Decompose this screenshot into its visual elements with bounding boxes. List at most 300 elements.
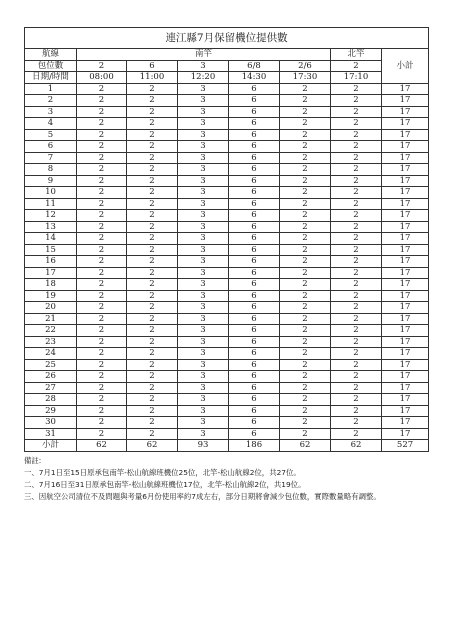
seat-value-cell: 2 [77,417,127,429]
seat-value-cell: 2 [331,382,382,394]
seat-value-cell: 2 [280,325,331,337]
seat-value-cell: 2 [127,313,178,325]
day-cell: 28 [25,394,77,406]
notes-heading: 備註: [24,455,42,465]
seat-value-cell: 2 [77,175,127,187]
seat-value-cell: 3 [178,152,229,164]
seat-value-cell: 2 [127,106,178,118]
seat-value-cell: 2 [280,141,331,153]
seat-value-cell: 2 [127,359,178,371]
seat-value-cell: 2 [127,175,178,187]
seat-value-cell: 6 [229,336,280,348]
seat-value-cell: 2 [331,83,382,95]
table-row [25,336,429,348]
row-total-cell: 17 [382,267,429,279]
seat-value-cell: 6 [229,267,280,279]
seat-value-cell: 6 [229,382,280,394]
table-row [25,417,429,429]
day-cell: 2 [25,95,77,107]
day-cell: 16 [25,256,77,268]
seat-value-cell: 2 [77,198,127,210]
seat-value-cell: 2 [127,382,178,394]
day-cell: 20 [25,302,77,314]
seat-value-cell: 2 [280,187,331,199]
totals-cell: 62 [127,440,178,452]
seat-value-cell: 2 [331,371,382,383]
note-item: 三、因航空公司清位不及問題與考量6月份使用率約7成左右，部分日期將會減少包位數，實際數量略有調整。 [24,491,381,501]
seat-value-cell: 2 [280,129,331,141]
seat-value-cell: 2 [280,290,331,302]
date-time-label: 日期/時間 [25,72,77,84]
day-cell: 5 [25,129,77,141]
seat-value-cell: 2 [127,417,178,429]
seat-value-cell: 3 [178,313,229,325]
seat-value-cell: 2 [331,152,382,164]
seat-value-cell: 2 [77,371,127,383]
table-row [25,256,429,268]
seat-value-cell: 2 [127,95,178,107]
seat-value-cell: 2 [331,95,382,107]
time-cell: 14:30 [229,72,280,84]
seat-value-cell: 2 [127,302,178,314]
seat-value-cell: 3 [178,221,229,233]
route-north: 北竿 [331,49,382,61]
seat-value-cell: 2 [331,118,382,130]
table-row [25,302,429,314]
seat-value-cell: 6 [229,175,280,187]
seat-value-cell: 3 [178,348,229,360]
seat-value-cell: 6 [229,405,280,417]
grand-total: 527 [382,440,429,452]
seat-value-cell: 2 [77,405,127,417]
table-row [25,279,429,291]
seat-value-cell: 6 [229,279,280,291]
day-cell: 1 [25,83,77,95]
row-total-cell: 17 [382,302,429,314]
notes-section [24,455,428,503]
day-cell: 8 [25,164,77,176]
seat-value-cell: 2 [127,210,178,222]
seat-value-cell: 2 [280,359,331,371]
totals-label: 小計 [25,440,77,452]
table-row [25,210,429,222]
seat-value-cell: 2 [280,279,331,291]
row-total-cell: 17 [382,428,429,440]
day-cell: 14 [25,233,77,245]
seat-value-cell: 2 [127,405,178,417]
table-row [25,221,429,233]
seat-value-cell: 2 [127,83,178,95]
table-row [25,118,429,130]
table-row [25,382,429,394]
day-cell: 18 [25,279,77,291]
seat-value-cell: 2 [77,141,127,153]
seat-value-cell: 2 [280,106,331,118]
day-cell: 31 [25,428,77,440]
seat-value-cell: 3 [178,290,229,302]
seat-value-cell: 3 [178,267,229,279]
seat-value-cell: 2 [127,267,178,279]
table-row [25,405,429,417]
seat-value-cell: 2 [280,118,331,130]
day-cell: 24 [25,348,77,360]
row-total-cell: 17 [382,198,429,210]
seat-value-cell: 2 [331,428,382,440]
seat-value-cell: 2 [280,336,331,348]
page-title: 連江縣7月保留機位提供數 [25,28,429,49]
table-row [25,175,429,187]
day-cell: 12 [25,210,77,222]
seat-value-cell: 2 [77,83,127,95]
seat-value-cell: 2 [127,164,178,176]
table-row [25,359,429,371]
seat-value-cell: 2 [127,187,178,199]
seat-value-cell: 2 [280,267,331,279]
table-row [25,164,429,176]
seat-value-cell: 3 [178,394,229,406]
table-row [25,290,429,302]
seat-value-cell: 3 [178,129,229,141]
totals-cell: 62 [331,440,382,452]
seat-value-cell: 2 [77,359,127,371]
seat-value-cell: 3 [178,325,229,337]
seat-value-cell: 3 [178,106,229,118]
day-cell: 13 [25,221,77,233]
seat-value-cell: 2 [280,221,331,233]
day-cell: 3 [25,106,77,118]
seat-value-cell: 2 [331,417,382,429]
day-cell: 25 [25,359,77,371]
table-row [25,233,429,245]
time-cell: 11:00 [127,72,178,84]
seat-value-cell: 2 [331,313,382,325]
seat-value-cell: 2 [280,233,331,245]
seat-value-cell: 2 [331,325,382,337]
seat-value-cell: 2 [280,175,331,187]
seat-value-cell: 2 [77,348,127,360]
seat-value-cell: 2 [331,221,382,233]
seat-value-cell: 6 [229,244,280,256]
seat-value-cell: 2 [280,256,331,268]
seat-value-cell: 2 [77,382,127,394]
document-sheet [24,27,428,503]
row-total-cell: 17 [382,129,429,141]
seats-cell: 2 [331,60,382,72]
seats-cell: 6/8 [229,60,280,72]
seat-value-cell: 2 [331,359,382,371]
seat-value-cell: 6 [229,394,280,406]
seat-value-cell: 6 [229,210,280,222]
seat-value-cell: 2 [280,244,331,256]
seat-value-cell: 2 [77,233,127,245]
seat-value-cell: 2 [331,187,382,199]
seat-value-cell: 2 [77,313,127,325]
seats-label: 包位數 [25,60,77,72]
row-total-cell: 17 [382,405,429,417]
seat-value-cell: 6 [229,129,280,141]
seat-value-cell: 6 [229,348,280,360]
table-row [25,83,429,95]
day-cell: 26 [25,371,77,383]
row-total-cell: 17 [382,371,429,383]
seat-value-cell: 3 [178,233,229,245]
route-header-row [25,49,429,61]
seat-value-cell: 2 [331,336,382,348]
table-row [25,141,429,153]
row-total-cell: 17 [382,83,429,95]
seat-value-cell: 2 [127,198,178,210]
seat-value-cell: 2 [77,279,127,291]
seat-value-cell: 6 [229,198,280,210]
row-total-cell: 17 [382,244,429,256]
row-total-cell: 17 [382,382,429,394]
seat-value-cell: 2 [331,210,382,222]
time-cell: 17:30 [280,72,331,84]
row-total-cell: 17 [382,279,429,291]
seats-cell: 2 [77,60,127,72]
seat-value-cell: 2 [127,233,178,245]
seat-value-cell: 6 [229,118,280,130]
seat-value-cell: 2 [127,348,178,360]
seat-value-cell: 2 [77,302,127,314]
note-item: 一、7月1日至15日原承包南竿-松山航線班機位25位，北竿-松山航線2位，共27位。 [24,467,301,477]
seat-value-cell: 3 [178,302,229,314]
table-row [25,394,429,406]
seat-value-cell: 2 [127,129,178,141]
day-cell: 30 [25,417,77,429]
day-cell: 23 [25,336,77,348]
seat-value-cell: 2 [77,428,127,440]
seat-value-cell: 2 [280,83,331,95]
row-total-cell: 17 [382,210,429,222]
row-total-cell: 17 [382,417,429,429]
seat-value-cell: 2 [77,210,127,222]
seats-header-row [25,60,429,72]
seat-value-cell: 2 [77,267,127,279]
seat-value-cell: 3 [178,417,229,429]
day-cell: 10 [25,187,77,199]
seat-value-cell: 3 [178,164,229,176]
seat-value-cell: 2 [77,394,127,406]
route-south: 南竿 [77,49,331,61]
seat-value-cell: 6 [229,302,280,314]
time-cell: 12:20 [178,72,229,84]
seat-table [24,27,429,452]
day-cell: 4 [25,118,77,130]
seat-value-cell: 2 [280,371,331,383]
seat-value-cell: 2 [127,325,178,337]
seat-value-cell: 2 [127,336,178,348]
table-row [25,187,429,199]
row-total-cell: 17 [382,290,429,302]
seat-value-cell: 2 [77,187,127,199]
seat-value-cell: 6 [229,233,280,245]
table-row [25,106,429,118]
seat-value-cell: 2 [77,164,127,176]
totals-cell: 93 [178,440,229,452]
time-cell: 17:10 [331,72,382,84]
row-total-cell: 17 [382,325,429,337]
seat-value-cell: 6 [229,359,280,371]
table-row [25,129,429,141]
seat-value-cell: 3 [178,244,229,256]
seat-value-cell: 2 [280,382,331,394]
day-cell: 15 [25,244,77,256]
row-total-cell: 17 [382,313,429,325]
seat-value-cell: 6 [229,428,280,440]
table-row [25,267,429,279]
seat-value-cell: 2 [280,313,331,325]
row-total-cell: 17 [382,141,429,153]
day-cell: 27 [25,382,77,394]
seats-cell: 6 [127,60,178,72]
totals-row [25,440,429,452]
table-row [25,348,429,360]
data-rows [25,83,429,440]
seat-value-cell: 3 [178,141,229,153]
row-total-cell: 17 [382,221,429,233]
seat-value-cell: 6 [229,95,280,107]
row-total-cell: 17 [382,95,429,107]
seat-value-cell: 2 [77,221,127,233]
row-total-cell: 17 [382,394,429,406]
seat-value-cell: 2 [127,279,178,291]
seat-value-cell: 2 [127,290,178,302]
seat-value-cell: 6 [229,221,280,233]
seat-value-cell: 3 [178,405,229,417]
seat-value-cell: 2 [280,348,331,360]
seat-value-cell: 3 [178,279,229,291]
seat-value-cell: 3 [178,175,229,187]
seat-value-cell: 2 [127,221,178,233]
seat-value-cell: 2 [331,141,382,153]
seat-value-cell: 2 [127,371,178,383]
seat-value-cell: 3 [178,95,229,107]
seat-value-cell: 2 [127,428,178,440]
totals-cell: 62 [77,440,127,452]
seat-value-cell: 2 [127,118,178,130]
table-row [25,198,429,210]
day-cell: 9 [25,175,77,187]
seat-value-cell: 6 [229,417,280,429]
day-cell: 29 [25,405,77,417]
seat-value-cell: 2 [127,394,178,406]
day-cell: 21 [25,313,77,325]
seat-value-cell: 6 [229,141,280,153]
seat-value-cell: 3 [178,371,229,383]
seat-value-cell: 2 [77,106,127,118]
seat-value-cell: 2 [331,164,382,176]
seat-value-cell: 3 [178,336,229,348]
day-cell: 11 [25,198,77,210]
row-total-cell: 17 [382,187,429,199]
seat-value-cell: 2 [280,95,331,107]
table-row [25,152,429,164]
seat-value-cell: 2 [77,95,127,107]
row-total-cell: 17 [382,175,429,187]
seat-value-cell: 3 [178,256,229,268]
seat-value-cell: 2 [77,256,127,268]
seat-value-cell: 2 [127,256,178,268]
seat-value-cell: 2 [331,279,382,291]
row-total-cell: 17 [382,118,429,130]
seat-value-cell: 6 [229,152,280,164]
seat-value-cell: 2 [331,175,382,187]
seat-value-cell: 2 [280,210,331,222]
seat-value-cell: 3 [178,359,229,371]
seat-value-cell: 2 [127,141,178,153]
seat-value-cell: 3 [178,198,229,210]
seat-value-cell: 2 [77,325,127,337]
time-cell: 08:00 [77,72,127,84]
seat-value-cell: 2 [331,348,382,360]
seat-value-cell: 2 [280,152,331,164]
seat-value-cell: 3 [178,428,229,440]
seat-value-cell: 3 [178,382,229,394]
seat-value-cell: 2 [280,164,331,176]
time-header-row [25,72,429,84]
title-row [25,28,429,49]
seat-value-cell: 2 [331,244,382,256]
seat-value-cell: 6 [229,256,280,268]
seat-value-cell: 2 [280,417,331,429]
row-total-cell: 17 [382,164,429,176]
seat-value-cell: 3 [178,187,229,199]
row-total-cell: 17 [382,336,429,348]
seat-value-cell: 2 [280,428,331,440]
row-total-cell: 17 [382,348,429,360]
seat-value-cell: 6 [229,290,280,302]
day-cell: 17 [25,267,77,279]
seat-value-cell: 6 [229,325,280,337]
seat-value-cell: 2 [331,233,382,245]
seat-value-cell: 2 [280,394,331,406]
day-cell: 6 [25,141,77,153]
table-row [25,95,429,107]
seat-value-cell: 2 [77,290,127,302]
seat-value-cell: 2 [280,302,331,314]
seat-value-cell: 6 [229,106,280,118]
seat-value-cell: 2 [331,290,382,302]
seats-cell: 2/6 [280,60,331,72]
seat-value-cell: 2 [77,244,127,256]
table-row [25,244,429,256]
seat-value-cell: 2 [280,198,331,210]
seat-value-cell: 2 [77,129,127,141]
table-row [25,371,429,383]
seat-value-cell: 2 [331,267,382,279]
seat-value-cell: 2 [127,244,178,256]
seat-value-cell: 2 [331,198,382,210]
seat-value-cell: 6 [229,371,280,383]
seat-value-cell: 3 [178,210,229,222]
totals-cell: 186 [229,440,280,452]
seat-value-cell: 6 [229,187,280,199]
row-total-cell: 17 [382,152,429,164]
seat-value-cell: 2 [331,302,382,314]
row-total-cell: 17 [382,256,429,268]
seat-value-cell: 3 [178,118,229,130]
day-cell: 7 [25,152,77,164]
seat-value-cell: 6 [229,164,280,176]
seats-cell: 3 [178,60,229,72]
seat-value-cell: 2 [331,256,382,268]
seat-value-cell: 2 [77,152,127,164]
route-label: 航線 [25,49,77,61]
row-total-cell: 17 [382,233,429,245]
seat-value-cell: 6 [229,83,280,95]
seat-value-cell: 2 [77,336,127,348]
